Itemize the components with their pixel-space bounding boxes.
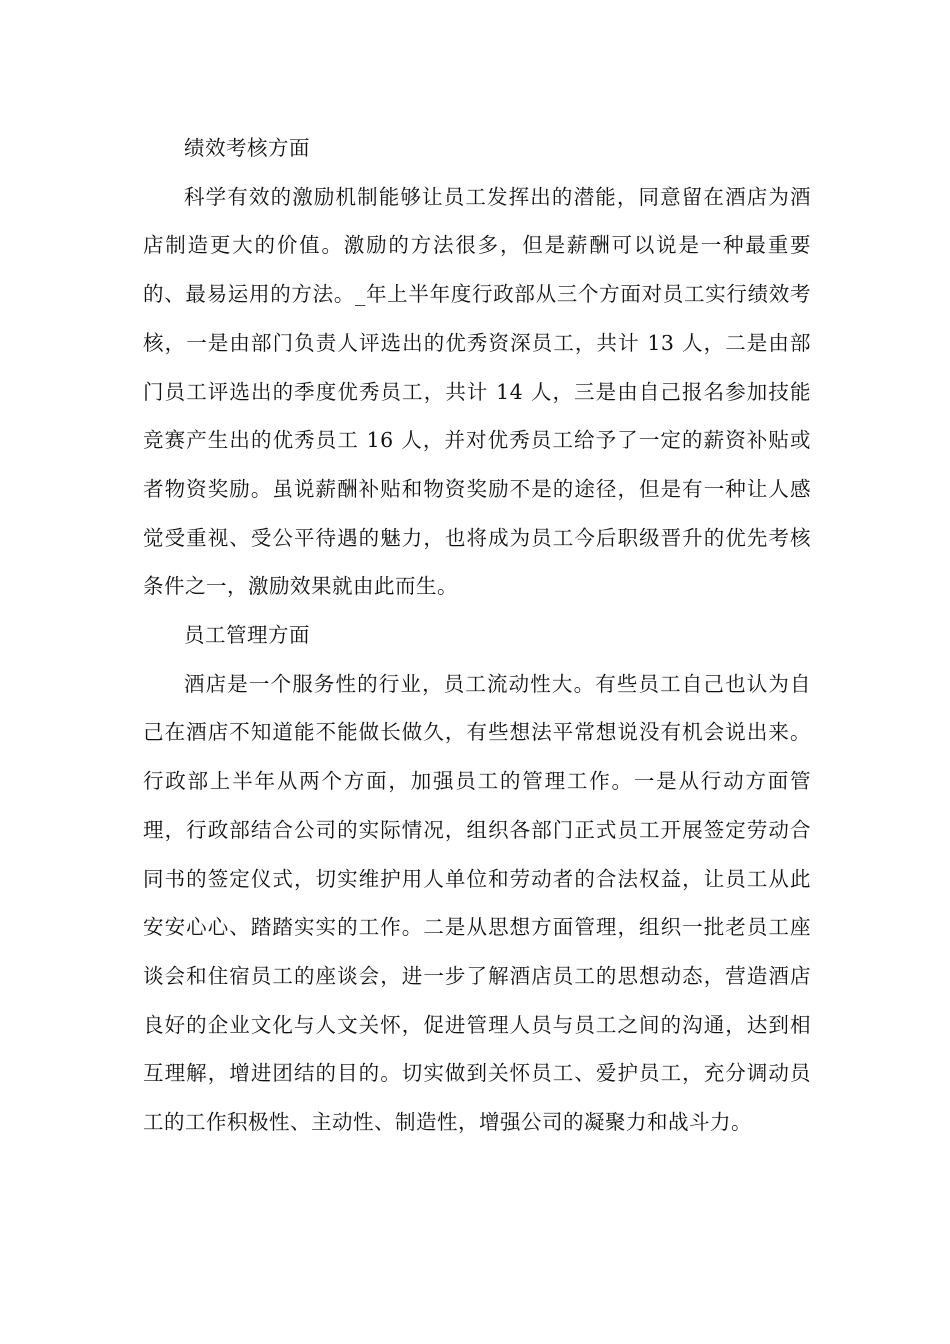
section-body-staff-management: 酒店是一个服务性的行业，员工流动性大。有些员工自己也认为自己在酒店不知道能不能做长做久，有些想法平常想说没有机会说出来。行政部上半年从两个方面，加强员工的管理工作。一是从行动方面管理，行政部结合公司的实际情况，组织各部门正式员工开展签定劳动合同书的签定仪式，切实维护用人单位和劳动者的合法权益，让员工从此安安心心、踏踏实实的工作。二是从思想方面管理，组织一批老员工座谈会和住宿员工的座谈会，进一步了解酒店员工的思想动态，营造酒店良好的企业文化与人文关怀，促进管理人员与员工之间的沟通，达到相互理解，增进团结的目的。切实做到关怀员工、爱护员工，充分调动员工的工作积极性、主动性、制造性，增强公司的凝聚力和战斗力。 [143, 671, 811, 1135]
section-heading-performance: 绩效考核方面 [184, 136, 310, 160]
section-body-performance: 科学有效的激励机制能够让员工发挥出的潜能，同意留在酒店为酒店制造更大的价值。激励的方法很多，但是薪酬可以说是一种最重要的、最易运用的方法。_年上半年度行政部从三个方面对员工实行绩效考核，一是由部门负责人评选出的优秀资深员工，共计 13 人，二是由部门员工评选出的季度优秀员工，共计 14 人，三是由自己报名参加技能竞赛产生出的优秀员工 16 人，并对优秀员工给予了一定的薪资补贴或者物资奖励。虽说薪酬补贴和物资奖励不是的途径，但是有一种让人感觉受重视、受公平待遇的魅力，也将成为员工今后职级晋升的优先考核条件之一，激励效果就由此而生。 [143, 184, 811, 599]
section-heading-staff-management: 员工管理方面 [184, 623, 310, 648]
document-page [143, 124, 811, 1147]
